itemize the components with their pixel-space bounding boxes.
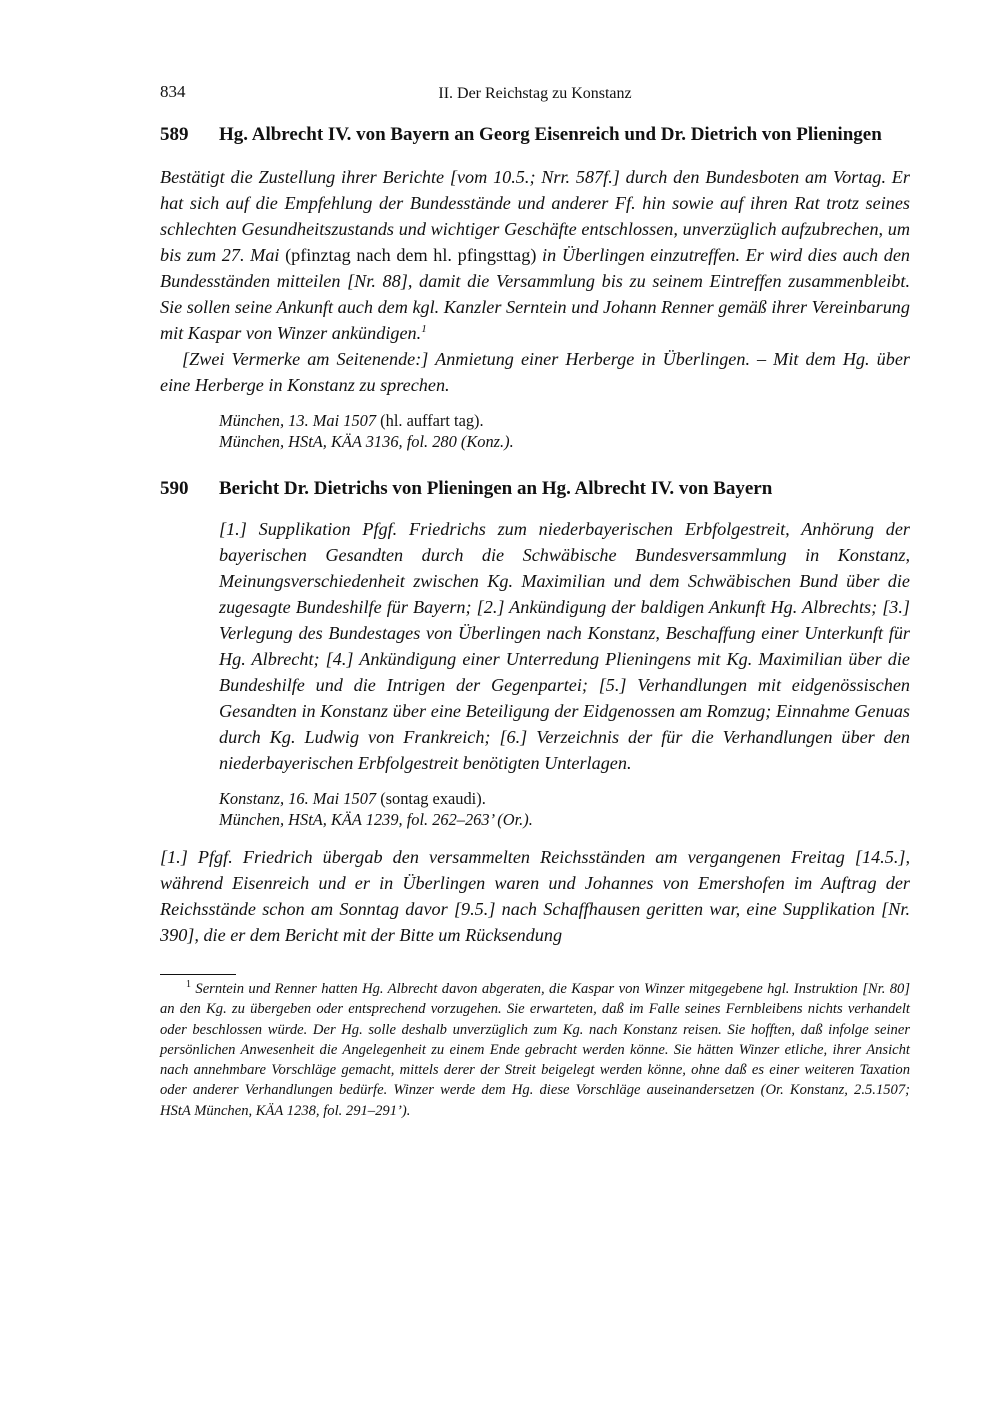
footnote-mark: 1 bbox=[186, 979, 191, 991]
regest-text-continued: in Überlingen einzutreffen. Er wird dies auch den Bundesständen mitteilen [Nr. 88], damit die Versammlung bis zu seinem Eintreffen zusammenbleibt. Sie sollen seine Ankunft auch dem kgl. Kanzler Serntein und Johann Renner gemäß ihrer Vereinbarung mit Kaspar von Winzer ankündigen. bbox=[160, 245, 910, 343]
doc-heading-589 bbox=[160, 122, 910, 148]
footnote-divider bbox=[160, 974, 236, 975]
date-place: München, 13. Mai 1507 bbox=[219, 411, 377, 430]
running-title: II. Der Reichstag zu Konstanz bbox=[438, 85, 632, 102]
date-line bbox=[219, 788, 910, 809]
date-quote: (hl. auffart tag). bbox=[376, 411, 484, 430]
footnote-reference[interactable]: 1 bbox=[421, 322, 427, 335]
body-paragraph: [1.] Pfgf. Friedrich übergab den versammelten Reichsständen am vergangenen Freitag [14.5.], während Eisenreich und er in Überlingen waren und Johannes von Emershofen im Auftrag der Reichsstände schon am Sonntag davor [9.5.] nach Schaffhausen geritten war, eine Supplikation [Nr. 390], die er dem Bericht mit der Bitte um Rücksendung bbox=[160, 847, 910, 945]
regest-quote: (pfinztag nach dem hl. pfingsttag) bbox=[285, 245, 537, 265]
document-page bbox=[160, 80, 910, 1121]
regest-note: [Zwei Vermerke am Seitenende:] Anmietung einer Herberge in Überlingen. – Mit dem Hg. über eine Herberge in Konstanz zu sprechen. bbox=[160, 349, 910, 395]
regest-text: Bestätigt die Zustellung ihrer Berichte [vom 10.5.; Nrr. 587f.] durch den Bundesboten am Vortag. Er hat sich auf die Empfehlung der Bundesstände und anderer Ff. hin sowie auf ihren Rat trotz seines schlechten Gesundheitszustands und wichtiger Geschäfte entschlossen, unverzüglich aufzubrechen, um bis zum 27. Mai bbox=[160, 167, 910, 265]
doc-heading-590 bbox=[160, 476, 910, 502]
archive-line: München, HStA, KÄA 3136, fol. 280 (Konz.). bbox=[219, 432, 514, 451]
doc-meta-590 bbox=[219, 788, 910, 830]
footnote bbox=[160, 979, 910, 1121]
date-place: Konstanz, 16. Mai 1507 bbox=[219, 789, 377, 808]
doc-meta-589 bbox=[219, 410, 910, 452]
footnote-text: Serntein und Renner hatten Hg. Albrecht davon abgeraten, die Kaspar von Winzer mitgegebene hgl. Instruktion [Nr. 80] an den Kg. zu übergeben oder entsprechend vorzugehen. Sie erwarteten, daß im Falle seines Fernbleibens nichts verhandelt oder beschlossen würde. Der Hg. solle deshalb unverzüglich zum Kg. nach Konstanz reisen. Sie hofften, daß infolge seiner persönlichen Anwesenheit die Angelegenheit zu einem Ende gebracht werden könne. Sie hätten Winzer etliche, ihrer Ansicht nach annehmbare Vorschläge gemacht, mittels derer der Streit beigelegt werden könne, ohne daß es einer weiteren Taxation oder anderer Verhandlungen bedürfe. Winzer werde dem Hg. diese Vorschläge auseinandersetzen (Or. Konstanz, 2.5.1507; HStA München, KÄA 1238, fol. 291–291’). bbox=[160, 981, 910, 1119]
page-number: 834 bbox=[160, 82, 186, 101]
doc-title: Bericht Dr. Dietrichs von Plieningen an Hg. Albrecht IV. von Bayern bbox=[219, 478, 773, 499]
date-quote: (sontag exaudi). bbox=[376, 789, 486, 808]
archive-line: München, HStA, KÄA 1239, fol. 262–263’ (Or.). bbox=[219, 810, 533, 829]
doc-title: Hg. Albrecht IV. von Bayern an Georg Eisenreich und Dr. Dietrich von Plieningen bbox=[219, 124, 882, 145]
date-line bbox=[219, 410, 910, 431]
regest-paragraph bbox=[160, 164, 910, 346]
regest-590: [1.] Supplikation Pfgf. Friedrichs zum niederbayerischen Erbfolgestreit, Anhörung der bayerischen Gesandten durch die Schwäbische Bundesversammlung in Konstanz, Meinungsverschiedenheit zwischen Kg. Maximilian und dem Schwäbischen Bund über die zugesagte Bundeshilfe für Bayern; [2.] Ankündigung der baldigen Ankunft Hg. Albrechts; [3.] Verlegung des Bundestages von Überlingen nach Konstanz, Beschaffung einer Unterkunft für Hg. Albrecht; [4.] Ankündigung einer Unterredung Plieningens mit Kg. Maximilian über die Bundeshilfe und die Intrigen der Gegenpartei; [5.] Verhandlungen mit eidgenössischen Gesandten in Konstanz über eine Beteiligung der Eidgenossen am Romzug; Einnahme Genuas durch Kg. Ludwig von Frankreich; [6.] Verzeichnis der für die Verhandlungen über den niederbayerischen Erbfolgestreit benötigten Unterlagen. bbox=[219, 519, 910, 773]
running-head bbox=[160, 80, 910, 110]
doc-number: 589 bbox=[160, 124, 189, 145]
regest-589 bbox=[160, 164, 910, 398]
doc-number: 590 bbox=[160, 478, 189, 499]
